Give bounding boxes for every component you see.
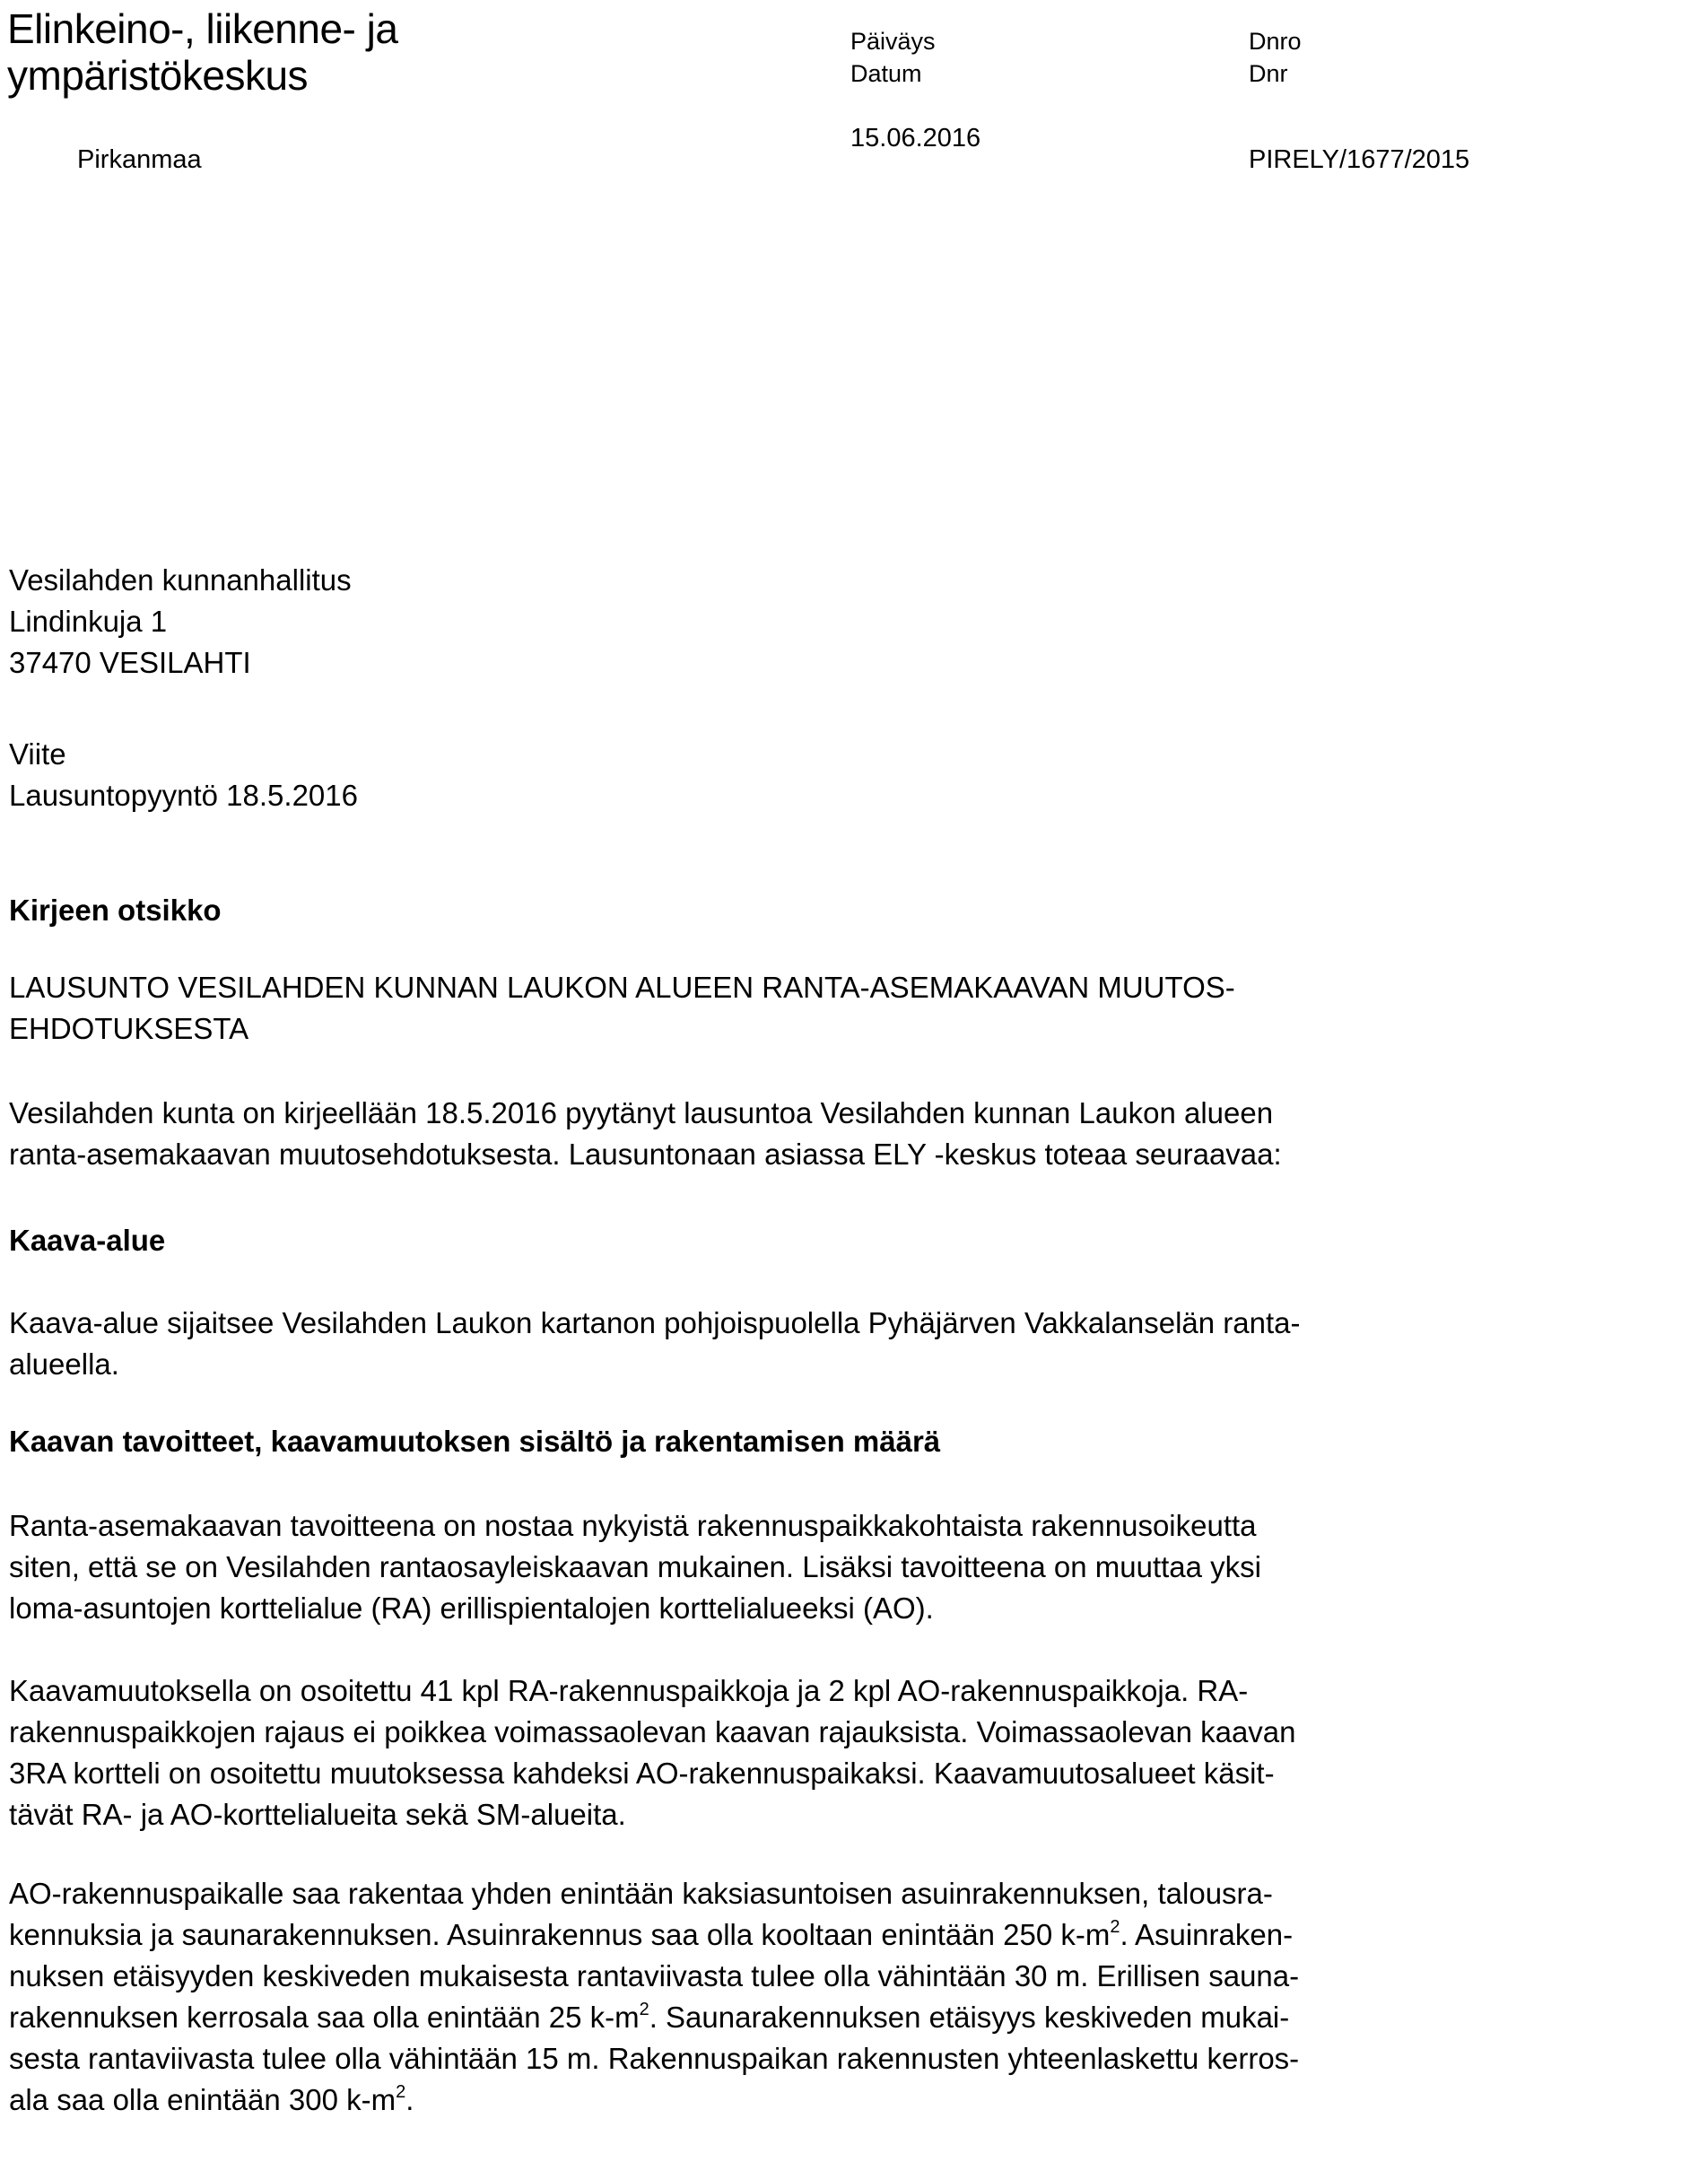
organization-line-1: Elinkeino-, liikenne- ja <box>7 5 398 52</box>
s2p3-line-2: kennuksia ja saunarakennuksen. Asuinrakennus saa olla kooltaan enintään 250 $k-m^2$. Asuinraken- <box>9 1917 1294 1951</box>
intro-line-1: Vesilahden kunta on kirjeellään 18.5.2016 pyytänyt lausuntoa Vesilahden kunnan Laukon alueen <box>9 1096 1274 1129</box>
section-2-paragraph-3 <box>9 1873 1695 2121</box>
s2p2-line-2: rakennuspaikkojen rajaus ei poikkea voimassaolevan kaavan rajauksista. Voimassaolevan kaavan <box>9 1715 1296 1748</box>
intro-paragraph <box>9 1093 1695 1175</box>
date-label-sv: Datum <box>850 60 922 87</box>
organization-name <box>7 5 397 99</box>
date-label-fi: Päiväys <box>850 28 936 55</box>
section-1-line-1: Kaava-alue sijaitsee Vesilahden Laukon kartanon pohjoispuolella Pyhäjärven Vakkalanselän ranta- <box>9 1306 1301 1339</box>
subject-title <box>9 967 1695 1050</box>
subject-line-2: EHDOTUKSESTA <box>9 1012 249 1045</box>
s2p1-line-3: loma-asuntojen korttelialue (RA) erillispientalojen korttelialueeksi (AO). <box>9 1591 934 1625</box>
s2p3-line-4: rakennuksen kerrosala saa olla enintään 25 $k-m^2$. Saunarakennuksen etäisyys keskiveden mukai- <box>9 2000 1290 2034</box>
recipient-postal: 37470 VESILAHTI <box>9 646 251 679</box>
subject-line-1: LAUSUNTO VESILAHDEN KUNNAN LAUKON ALUEEN RANTA-ASEMAKAAVAN MUUTOS- <box>9 971 1235 1004</box>
subject-heading: Kirjeen otsikko <box>9 894 222 927</box>
section-2-paragraph-2 <box>9 1670 1695 1835</box>
section-1-heading: Kaava-alue <box>9 1224 166 1257</box>
s2p2-line-4: tävät RA- ja AO-korttelialueita sekä SM-alueita. <box>9 1798 626 1831</box>
section-2-heading: Kaavan tavoitteet, kaavamuutoksen sisältö ja rakentamisen määrä <box>9 1425 941 1458</box>
section-1-line-2: alueella. <box>9 1347 119 1381</box>
dnro-label-sv: Dnr <box>1249 60 1288 87</box>
superscript-2: 2 <box>396 2082 406 2102</box>
reference-value: Lausuntopyyntö 18.5.2016 <box>9 779 358 812</box>
s2p3-line-1: AO-rakennuspaikalle saa rakentaa yhden enintään kaksiasuntoisen asuinrakennuksen, talousra- <box>9 1877 1273 1910</box>
dnro-number: PIRELY/1677/2015 <box>1249 145 1470 174</box>
s2p3-line-5: sesta rantaviivasta tulee olla vähintään 15 m. Rakennuspaikan rakennusten yhteenlaskettu kerros- <box>9 2042 1300 2075</box>
s2p3-line-6: ala saa olla enintään 300 $k-m^2$. <box>9 2082 414 2116</box>
intro-line-2: ranta-asemakaavan muutosehdotuksesta. Lausuntonaan asiassa ELY -keskus toteaa seuraavaa: <box>9 1138 1282 1171</box>
region-name: Pirkanmaa <box>77 145 202 174</box>
superscript-2: 2 <box>1110 1917 1120 1937</box>
section-1-paragraph <box>9 1303 1695 1385</box>
recipient-name: Vesilahden kunnanhallitus <box>9 563 352 597</box>
dnro-block <box>1249 25 1302 90</box>
s2p2-line-1: Kaavamuutoksella on osoitettu 41 kpl RA-rakennuspaikkoja ja 2 kpl AO-rakennuspaikkoja. RA- <box>9 1674 1249 1707</box>
section-2-paragraph-1 <box>9 1505 1695 1629</box>
s2p3-line-3: nuksen etäisyyden keskiveden mukaisesta rantaviivasta tulee olla vähintään 30 m. Erillisen sauna- <box>9 1959 1300 1992</box>
recipient-address <box>9 560 352 684</box>
superscript-2: 2 <box>639 2000 649 2019</box>
date-block <box>850 25 936 90</box>
s2p1-line-2: siten, että se on Vesilahden rantaosayleiskaavan mukainen. Lisäksi tavoitteena on muuttaa yksi <box>9 1550 1262 1583</box>
organization-line-2: ympäristökeskus <box>7 52 309 99</box>
s2p1-line-1: Ranta-asemakaavan tavoitteena on nostaa nykyistä rakennuspaikkakohtaista rakennusoikeutta <box>9 1509 1257 1542</box>
s2p2-line-3: 3RA kortteli on osoitettu muutoksessa kahdeksi AO-rakennuspaikaksi. Kaavamuutosalueet käsit- <box>9 1757 1275 1790</box>
document-date: 15.06.2016 <box>850 124 981 153</box>
reference-block <box>9 734 358 816</box>
dnro-label-fi: Dnro <box>1249 28 1302 55</box>
reference-label: Viite <box>9 737 66 771</box>
recipient-street: Lindinkuja 1 <box>9 605 168 638</box>
